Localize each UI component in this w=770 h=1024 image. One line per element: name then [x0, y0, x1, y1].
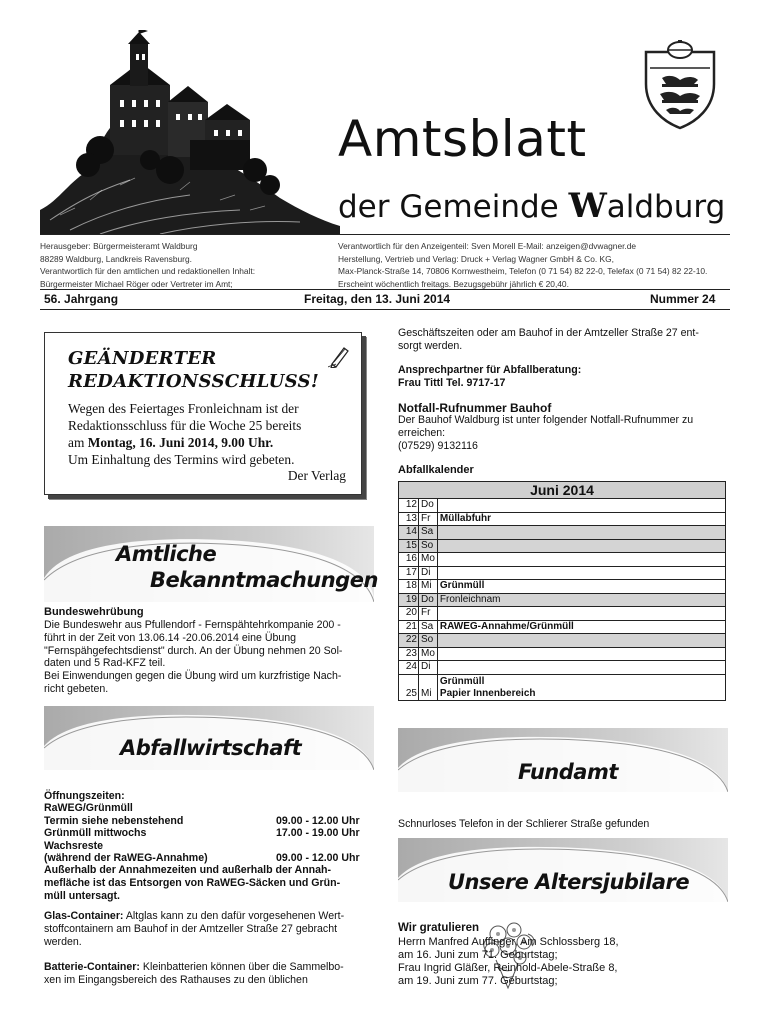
- calendar-event: [437, 499, 725, 513]
- castle-illustration: [40, 30, 340, 234]
- calendar-weekday: Do: [419, 593, 438, 607]
- calendar-weekday: So: [419, 539, 438, 553]
- calendar-day-number: 19: [399, 593, 419, 607]
- glas-line: werden.: [44, 935, 82, 948]
- hours-label: Wachsreste: [44, 840, 104, 852]
- glas-line: [44, 910, 372, 923]
- bundeswehr-line: daten und 5 Rad-KFZ teil.: [44, 657, 166, 670]
- issue-date: Freitag, den 13. Juni 2014: [304, 292, 451, 306]
- banner-fundamt-text: Fundamt: [518, 760, 618, 784]
- calendar-row: [399, 634, 726, 648]
- notice-heading-2: REDAKTIONSSCHLUSS!: [68, 371, 320, 392]
- calendar-event: [437, 566, 725, 580]
- calendar-event: [437, 634, 725, 648]
- batterie-line: xen im Eingangsbereich des Rathauses zu den üblichen: [44, 973, 308, 986]
- imprint-line: Verantwortlich für den amtlichen und redaktionellen Inhalt:: [40, 266, 256, 276]
- notice-line: Wegen des Feiertages Fronleichnam ist der: [68, 401, 299, 416]
- batterie-line: [44, 961, 372, 974]
- imprint-line: Bürgermeister Michael Röger oder Vertreter im Amt;: [40, 278, 233, 289]
- calendar-event-line: Papier Innenbereich: [439, 687, 536, 699]
- bundeswehr-line: führt in der Zeit von 13.06.14 -20.06.2014 eine Übung: [44, 631, 297, 644]
- notice-heading-1: GEÄNDERTER: [68, 348, 217, 369]
- hours-label: Termin siehe nebenstehend: [44, 815, 184, 827]
- calendar-event-line: Grünmüll: [439, 675, 485, 687]
- notice-line: Um Einhaltung des Termins wird gebeten.: [68, 452, 295, 467]
- notfall-line: erreichen:: [398, 426, 446, 439]
- imprint-line: Herausgeber: Bürgermeisteramt Waldburg: [40, 241, 198, 251]
- calendar-day-number: 24: [399, 661, 419, 675]
- pencil-icon: [328, 344, 350, 368]
- notice-deadline: Montag, 16. Juni 2014, 9.00 Uhr.: [87, 435, 274, 450]
- calendar-day-number: 13: [399, 512, 419, 526]
- calendar-row: [399, 593, 726, 607]
- geschaeftszeiten-text: [398, 327, 728, 353]
- bundeswehr-line: Die Bundeswehr aus Pfullendorf - Fernspähtehrkompanie 200 -: [44, 619, 341, 631]
- calendar-row: [399, 620, 726, 634]
- subtitle-initial: W: [568, 186, 607, 226]
- banner-abfall-text: Abfallwirtschaft: [120, 736, 302, 760]
- fundamt-text: Schnurloses Telefon in der Schlierer Straße gefunden: [398, 818, 650, 830]
- imprint-line: Herstellung, Vertrieb und Verlag: Druck + Verlag Wagner GmbH & Co. KG,: [338, 253, 614, 264]
- notice-line: [68, 434, 348, 451]
- calendar-event: Müllabfuhr: [437, 512, 725, 526]
- abfall-restriction: [44, 864, 372, 902]
- subtitle-prefix: der Gemeinde: [338, 189, 569, 225]
- calendar-event: [437, 553, 725, 567]
- calendar-weekday: So: [419, 634, 438, 648]
- hours-label: (während der RaWEG-Annahme): [44, 852, 208, 864]
- bundeswehr-heading: Bundeswehrübung: [44, 606, 144, 618]
- calendar-row: [399, 674, 726, 700]
- calendar-day-number: 21: [399, 620, 419, 634]
- issue-rule-top: [40, 289, 730, 290]
- restriction-line: müll untersagt.: [44, 889, 120, 902]
- calendar-weekday: Do: [419, 499, 438, 513]
- calendar-header-row: [399, 482, 726, 499]
- notfall-text: [398, 414, 728, 452]
- calendar-weekday: Mo: [419, 553, 438, 567]
- calendar-weekday: Di: [419, 661, 438, 675]
- calendar-row: [399, 512, 726, 526]
- calendar-event: Fronleichnam: [437, 593, 725, 607]
- calendar-weekday: Fr: [419, 512, 438, 526]
- calendar-day-number: 18: [399, 580, 419, 594]
- ansprech-contact: Frau Tittl Tel. 9717-17: [398, 376, 506, 389]
- calendar-weekday: Mi: [419, 674, 438, 700]
- calendar-day-number: 23: [399, 647, 419, 661]
- glas-line: stoffcontainern am Bauhof in der Amtzeller Straße 27 gebracht: [44, 922, 338, 935]
- bundeswehr-line: Bei Einwendungen gegen die Übung wird um kurzfristige Nach-: [44, 670, 342, 683]
- banner-fundamt: [398, 728, 728, 792]
- calendar-event: [437, 647, 725, 661]
- abfall-heading-2: RaWEG/Grünmüll: [44, 802, 133, 814]
- geschaeft-line: sorgt werden.: [398, 339, 463, 352]
- hours-time: 17.00 - 19.00 Uhr: [276, 827, 360, 839]
- hours-label: Grünmüll mittwochs: [44, 827, 147, 839]
- restriction-line: Außerhalb der Annahmezeiten und außerhalb der Annah-: [44, 864, 332, 876]
- calendar-event: [437, 539, 725, 553]
- banner-jubilare-text: Unsere Altersjubilare: [448, 870, 690, 894]
- notfall-line: Der Bauhof Waldburg ist unter folgender Notfall-Rufnummer zu: [398, 414, 694, 426]
- calendar-event: RAWEG-Annahme/Grünmüll: [437, 620, 725, 634]
- calendar-day-number: 20: [399, 607, 419, 621]
- masthead-subtitle: [338, 186, 725, 226]
- bundeswehr-line: "Fernspähgefechtsdienst" durch. An der Übung nehmen 20 Sol-: [44, 644, 343, 657]
- notice-line-prefix: am: [68, 435, 88, 450]
- banner-amtliche: [44, 526, 378, 602]
- bundeswehr-text: [44, 619, 372, 696]
- glas-text: Altglas kann zu den dafür vorgesehenen Wert-: [123, 910, 345, 922]
- ansprechpartner: [398, 364, 581, 390]
- batterie-label: Batterie-Container:: [44, 961, 140, 973]
- calendar-row: [399, 526, 726, 540]
- jubilare-list: [398, 936, 619, 988]
- abfall-heading-1: Öffnungszeiten:: [44, 790, 125, 802]
- imprint-right: [338, 240, 707, 290]
- coat-of-arms-icon: [640, 38, 720, 130]
- calendar-day-number: 14: [399, 526, 419, 540]
- imprint-line: Verantwortlich für den Anzeigenteil: Sven Morell E-Mail: anzeigen@dvwagner.de: [338, 241, 637, 251]
- notfall-phone: (07529) 9132116: [398, 439, 478, 452]
- banner-amtliche-line1: Amtliche: [116, 542, 217, 566]
- calendar-weekday: Fr: [419, 607, 438, 621]
- calendar-day-number: 12: [399, 499, 419, 513]
- calendar-event: Grünmüll: [437, 580, 725, 594]
- ansprech-heading: Ansprechpartner für Abfallberatung:: [398, 364, 582, 376]
- calendar-weekday: Sa: [419, 526, 438, 540]
- calendar-day-number: 16: [399, 553, 419, 567]
- calendar-row: [399, 607, 726, 621]
- calendar-weekday: Mi: [419, 580, 438, 594]
- gratulieren-heading: Wir gratulieren: [398, 922, 480, 934]
- calendar-title: Juni 2014: [399, 482, 726, 499]
- calendar-row: [399, 647, 726, 661]
- banner-abfall: [44, 706, 374, 770]
- calendar-day-number: 25: [399, 674, 419, 700]
- abfallkalender-table: [398, 481, 726, 701]
- geschaeft-line: Geschäftszeiten oder am Bauhof in der Amtzeller Straße 27 ent-: [398, 327, 699, 339]
- banner-amtliche-line2: Bekanntmachungen: [150, 568, 378, 592]
- calendar-event: [437, 674, 725, 700]
- header-rule: [40, 234, 730, 235]
- calendar-row: [399, 539, 726, 553]
- imprint-line: 88289 Waldburg, Landkreis Ravensburg.: [40, 253, 192, 264]
- imprint-left: [40, 240, 255, 290]
- calendar-day-number: 22: [399, 634, 419, 648]
- glas-container-text: [44, 910, 372, 948]
- jubilar-line: Herrn Manfred Auffinger, Am Schlossberg 18,: [398, 936, 619, 948]
- calendar-weekday: Di: [419, 566, 438, 580]
- hours-time: 09.00 - 12.00 Uhr: [276, 852, 360, 864]
- notfall-heading: Notfall-Rufnummer Bauhof: [398, 401, 552, 415]
- restriction-line: mefläche ist das Entsorgen von RaWEG-Säcken und Grün-: [44, 876, 341, 889]
- calendar-event: [437, 526, 725, 540]
- masthead-title: Amtsblatt: [338, 110, 587, 168]
- issue-number: Nummer 24: [650, 292, 716, 306]
- jubilar-line: Frau Ingrid Gläßer, Reinhold-Abele-Straße 8,: [398, 962, 618, 974]
- calendar-day-number: 17: [399, 566, 419, 580]
- issue-volume: 56. Jahrgang: [44, 292, 119, 306]
- jubilar-line: am 16. Juni zum 71. Geburtstag;: [398, 949, 558, 961]
- calendar-weekday: Mo: [419, 647, 438, 661]
- kalender-heading: Abfallkalender: [398, 464, 474, 476]
- imprint-line: Erscheint wöchentlich freitags. Bezugsgebühr jährlich € 20,40.: [338, 278, 569, 289]
- subtitle-rest: aldburg: [606, 189, 726, 225]
- glas-label: Glas-Container:: [44, 910, 124, 922]
- calendar-event: [437, 607, 725, 621]
- batterie-text: Kleinbatterien können über die Sammelbo-: [139, 961, 344, 973]
- notice-body: [68, 400, 348, 468]
- calendar-event: [437, 661, 725, 675]
- notice-signature: Der Verlag: [287, 468, 346, 483]
- hours-time: 09.00 - 12.00 Uhr: [276, 815, 360, 827]
- calendar-row: [399, 580, 726, 594]
- calendar-weekday: Sa: [419, 620, 438, 634]
- notice-line: Redaktionsschluss für die Woche 25 bereits: [68, 418, 302, 433]
- imprint-line: Max-Planck-Straße 14, 70806 Kornwestheim, Telefon (0 71 54) 82 22-0, Telefax (0 71 54) 82 22-10.: [338, 266, 708, 276]
- bundeswehr-line: richt gebeten.: [44, 682, 109, 695]
- jubilar-line: am 19. Juni zum 77. Geburtstag;: [398, 975, 558, 987]
- calendar-row: [399, 499, 726, 513]
- banner-jubilare: [398, 838, 728, 902]
- batterie-container-text: [44, 961, 372, 987]
- calendar-row: [399, 566, 726, 580]
- calendar-row: [399, 661, 726, 675]
- issue-rule-bottom: [40, 309, 730, 310]
- calendar-row: [399, 553, 726, 567]
- calendar-day-number: 15: [399, 539, 419, 553]
